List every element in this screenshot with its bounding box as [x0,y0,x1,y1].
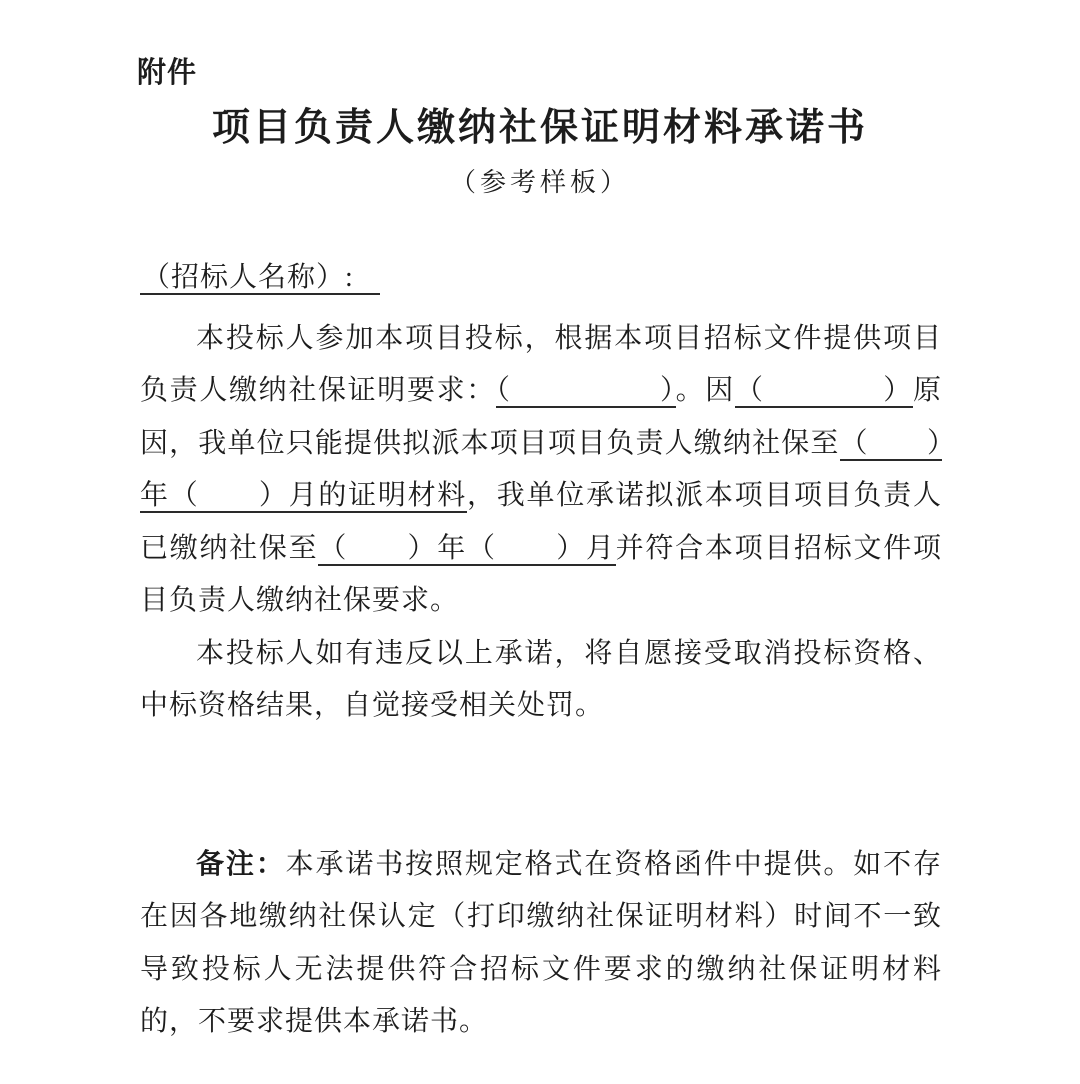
fill-in-blank-promised-date: （ ）年（ ）月 [318,532,616,564]
commitment-paragraph [140,313,942,628]
note-paragraph [140,839,942,1049]
addressee-line [140,252,942,305]
fill-in-blank-provided-date: （ ）年（ ）月的证明材料 [140,427,942,511]
fill-in-blank-requirement: （ ） [495,375,676,406]
paragraph1-text-4: ，我单位承诺拟派本项目项目负责人已缴纳社保至 [140,480,942,564]
document-title: 项目负责人缴纳社保证明材料承诺书 [211,107,868,149]
paragraph1-text-2: 。因 [675,375,735,406]
paragraph1-text-1: 本投标人参加本项目投标，根据本项目招标文件提供项目负责人缴纳社保证明要求： [140,322,942,406]
document-subtitle: （参考样板） [449,168,630,197]
note-label: 备注： [196,848,286,880]
note-text: 本承诺书按照规定格式在资格函件中提供。如不存在因各地缴纳社保认定（打印缴纳社保证明材料）时间不一致导致投标人无法提供符合招标文件要求的缴纳社保证明材料的，不要求提供本承诺书。 [140,848,942,1037]
attachment-label: 附件 [137,57,198,89]
paragraph1-text-3: 原因，我单位只能提供拟派本项目项目负责人缴纳社保至 [140,375,942,459]
document-body [140,252,942,1049]
addressee-underlined-label: （招标人名称）: [140,262,380,295]
penalty-paragraph: 本投标人如有违反以上承诺，将自愿接受取消投标资格、中标资格结果，自觉接受相关处罚。 [140,637,942,721]
paragraph1-text-5: 并符合本项目招标文件项目负责人缴纳社保要求。 [140,532,942,616]
fill-in-blank-reason: （ ） [734,375,913,406]
